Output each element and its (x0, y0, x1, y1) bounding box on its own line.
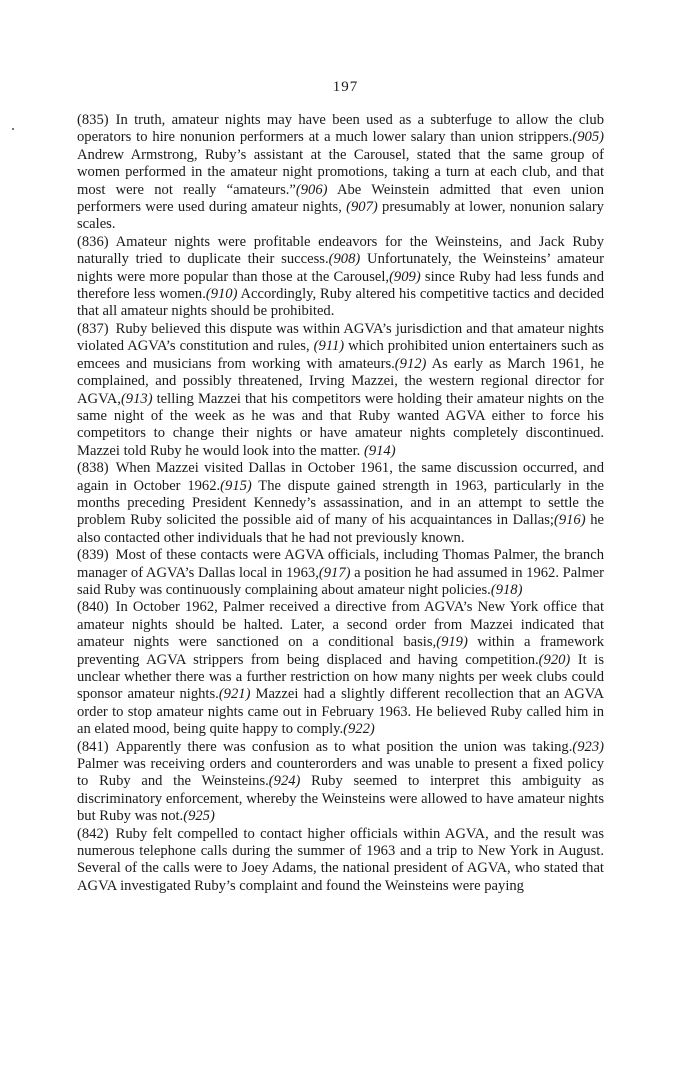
paragraph-number: (837) (77, 320, 109, 337)
footnote-reference: (914) (363, 442, 396, 459)
paragraph-text: In October 1962, Palmer received a directive from AGVA’s New York office that amateur nights should be halted. Later, a second order from Mazzei indicated that amateur nights were sanctioned on a conditional basis, (77, 599, 604, 651)
paragraph-text: Palmer was receiving orders and counterorders and was unable to present a fixed policy to Ruby and the Weinsteins. (77, 756, 604, 790)
footnote-reference: (911) (313, 338, 345, 355)
paragraph-number: (841) (77, 738, 109, 755)
paragraph (77, 321, 604, 460)
footnote-reference: (908) (328, 251, 361, 268)
footnote-reference: (924) (268, 773, 301, 790)
footnote-reference: (905) (572, 129, 604, 146)
paragraph-number: (835) (77, 112, 109, 128)
paragraph-text: It is unclear whether there was a further restriction on how many nights per week clubs could sponsor amateur nights. (77, 651, 604, 703)
scan-margin-speck (12, 128, 14, 130)
paragraph-text: Amateur nights were profitable endeavors for the Weinsteins, and Jack Ruby naturally tried to duplicate their success. (77, 233, 604, 268)
footnote-reference: (925) (183, 808, 215, 825)
paragraph-text: Andrew Armstrong, Ruby’s assistant at the Carousel, stated that the same group of women performed in the amateur night promotions, taking a turn at each club, and that most were not really “amateurs.” (77, 146, 604, 198)
footnote-reference: (916) (553, 512, 586, 529)
footnote-reference: (923) (572, 738, 604, 755)
paragraph-text: In truth, amateur nights may have been used as a subterfuge to allow the club operators to hire nonunion performers at a much lower salary than union strippers. (77, 112, 604, 146)
paragraph-text: Unfortunately, the Weinsteins’ amateur nights were more popular than those at the Carousel, (77, 251, 605, 285)
paragraph (77, 739, 604, 826)
footnote-reference: (920) (538, 651, 571, 668)
paragraph (77, 599, 604, 738)
paragraph-text: Mazzei had a slightly different recollection that an AGVA order to stop amateur nights came out in February 1963. He believed Ruby called him in an elated mood, being quite happy to comply. (77, 686, 605, 738)
page-number: 197 (332, 79, 359, 95)
footnote-reference: (910) (205, 286, 238, 303)
paragraph-text: When Mazzei visited Dallas in October 1961, the same discussion occurred, and again in October 1962. (77, 460, 604, 494)
paragraph-text: telling Mazzei that his competitors were holding their amateur nights on the same night of the week as he was and that Ruby wanted AGVA either to force his competitors to change their nights or have amateur nights completely discontinued. Mazzei told Ruby he would look into the matter. (77, 390, 604, 459)
paragraph-text: Accordingly, Ruby altered his competitive tactics and decided that all amateur nights should be prohibited. (77, 286, 604, 320)
paragraph-text: presumably at lower, nonunion salary scales. (77, 199, 604, 233)
footnote-reference: (912) (394, 355, 427, 372)
footnote-reference: (906) (295, 181, 328, 198)
paragraph-text: Ruby felt compelled to contact higher officials within AGVA, and the result was numerous telephone calls during the summer of 1963 and a trip to New York in August. Several of the calls were to Joey Adams, the national president of AGVA, who stated that AGVA investigated Ruby’s complaint and found the Weinsteins were paying (77, 825, 604, 894)
footnote-reference: (913) (120, 390, 153, 407)
paragraph-text: Abe Weinstein admitted that even union performers were used during amateur nights, (77, 181, 604, 216)
paragraph-text: a position he had assumed in 1962. Palmer said Ruby was continuously complaining about amateur night policies. (77, 564, 605, 598)
paragraph-text: which prohibited union entertainers such as emcees and musicians from working with amateurs. (77, 338, 604, 372)
footnote-reference: (907) (346, 199, 378, 216)
body-text (77, 112, 604, 895)
paragraph-text: he also contacted other individuals that he had not previously known. (77, 512, 604, 546)
paragraph-text: Ruby believed this dispute was within AGVA’s jurisdiction and that amateur nights violated AGVA’s constitution and rules, (77, 320, 604, 355)
footnote-reference: (917) (318, 564, 351, 581)
paragraph-text: Apparently there was confusion as to what position the union was taking. (115, 738, 573, 755)
paragraph-text: As early as March 1961, he complained, and possibly threatened, Irving Mazzei, the western regional director for AGVA, (77, 355, 604, 407)
footnote-reference: (921) (218, 686, 251, 703)
paragraph-number: (840) (77, 599, 109, 616)
paragraph-number: (838) (77, 460, 109, 477)
paragraph (77, 234, 604, 321)
footnote-reference: (915) (220, 477, 252, 494)
footnote-reference: (918) (490, 581, 523, 598)
footnote-reference: (909) (389, 268, 421, 285)
paragraph (77, 112, 604, 234)
paragraph-text: The dispute gained strength in 1963, particularly in the months preceding President Kennedy’s assassination, and in an attempt to settle the problem Ruby solicited the possible aid of many of his acquaintances in Dallas; (77, 477, 604, 529)
paragraph (77, 826, 604, 896)
paragraph-number: (836) (77, 233, 109, 250)
paragraph-number: (839) (77, 547, 109, 564)
paragraph-number: (842) (77, 825, 109, 842)
paragraph-text: Ruby seemed to interpret this ambiguity as discriminatory enforcement, whereby the Weinsteins were allowed to have amateur nights but Ruby was not. (77, 773, 604, 825)
paragraph-text: Most of these contacts were AGVA officials, including Thomas Palmer, the branch manager of AGVA’s Dallas local in 1963, (77, 547, 604, 581)
footnote-reference: (922) (343, 721, 375, 738)
paragraph (77, 547, 604, 599)
paragraph-text: within a framework preventing AGVA strippers from being displaced and having competition. (77, 634, 604, 668)
footnote-reference: (919) (436, 634, 468, 651)
paragraph-text: since Ruby had less funds and therefore less women. (77, 268, 604, 303)
paragraph (77, 460, 604, 547)
